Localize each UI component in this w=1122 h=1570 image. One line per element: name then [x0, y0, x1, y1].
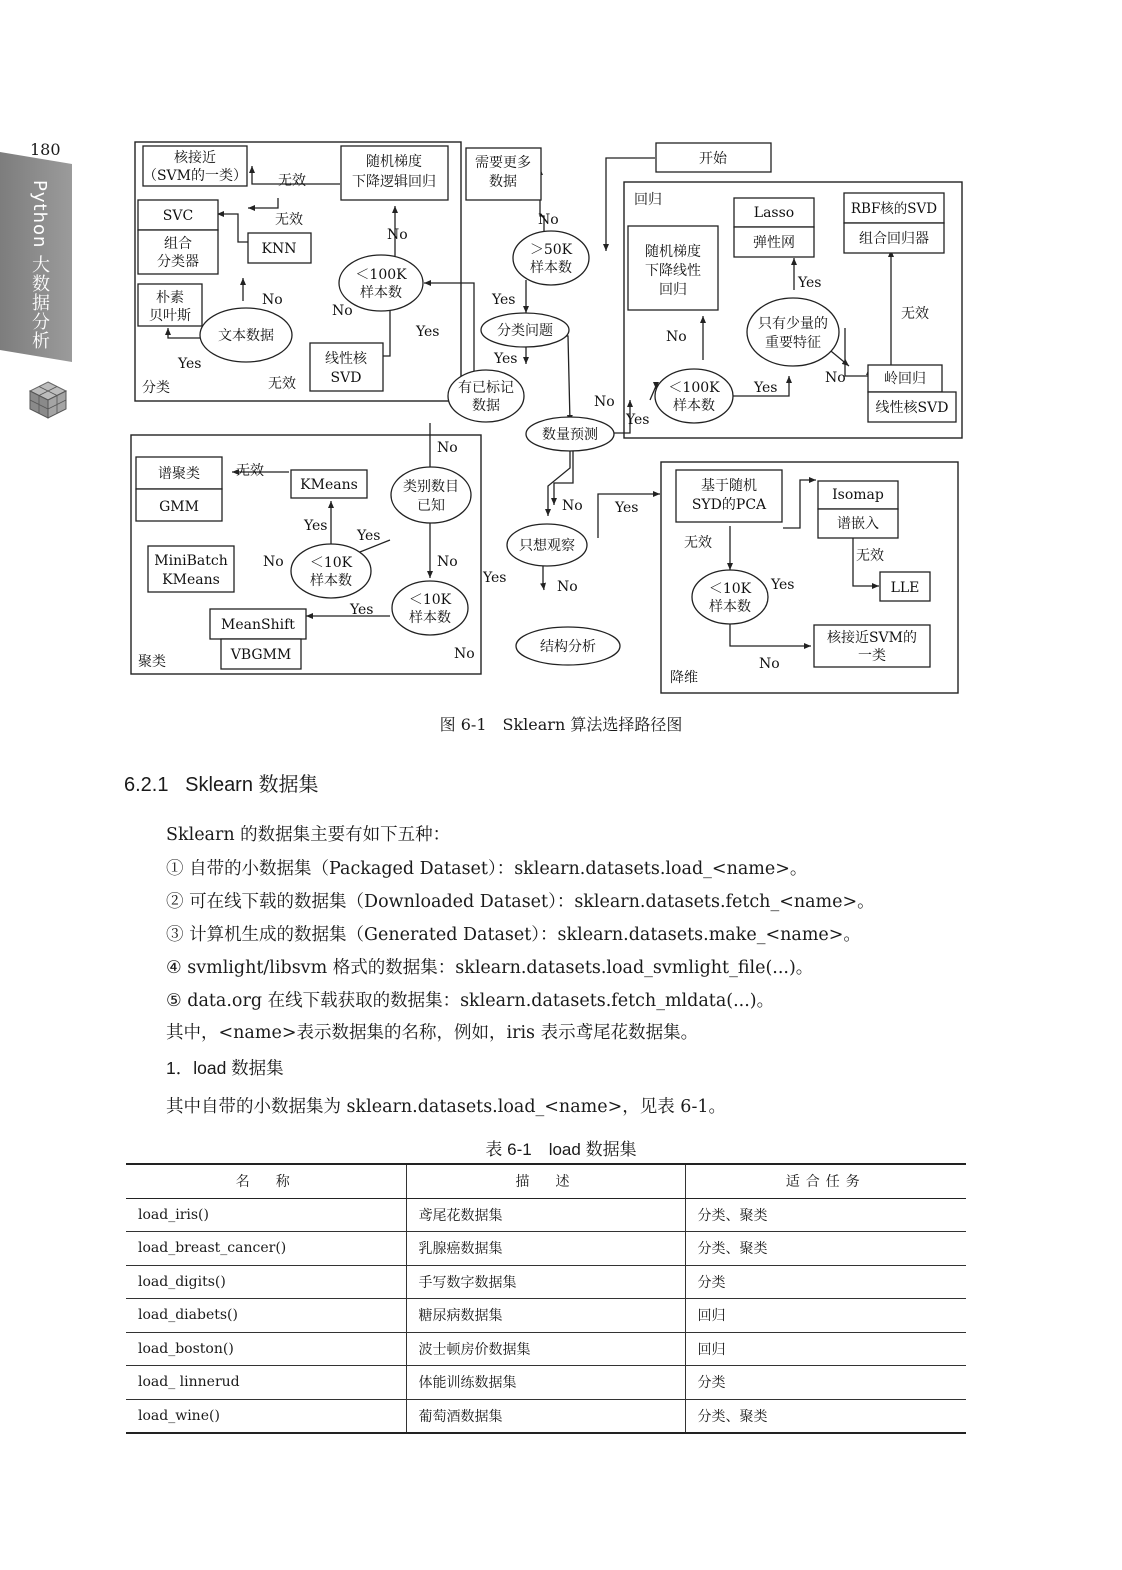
- gt50k-label: ＞50K: [529, 242, 573, 258]
- dataset-table: [126, 1163, 966, 1434]
- kernel-svm-label: 核接近SVM的: [826, 630, 918, 646]
- edge-label-invalid: 无效: [901, 306, 929, 322]
- cell-description: 手写数字数据集: [406, 1265, 685, 1299]
- edge-label-no: No: [437, 554, 458, 570]
- table-header-row: [126, 1164, 966, 1198]
- edge-label-invalid: 无效: [278, 173, 306, 189]
- column-header-description: 描 述: [406, 1164, 685, 1198]
- edge-label-invalid: 无效: [856, 548, 884, 564]
- sgd-regressor-label-2: 下降线性: [645, 263, 701, 279]
- edge-label-yes: Yes: [483, 570, 507, 586]
- few-features-label: 只有少量的: [758, 316, 828, 332]
- column-header-name: 名 称: [126, 1164, 406, 1198]
- edge-label-yes: Yes: [771, 577, 795, 593]
- rbf-svd-label: RBF核的SVD: [850, 201, 938, 217]
- cluster-lt10k-label-2: 样本数: [310, 573, 352, 589]
- cell-description: 体能训练数据集: [406, 1366, 685, 1400]
- ensemble-classifier-label-2: 分类器: [157, 254, 199, 270]
- labeled-data-node: [448, 370, 524, 422]
- table-row: [126, 1265, 966, 1299]
- region-label-regress: 回归: [634, 192, 662, 208]
- minibatch-kmeans-label: MiniBatch: [154, 553, 228, 569]
- linear-svd-label-2: SVD: [330, 370, 362, 386]
- region-label-classify: 分类: [142, 380, 170, 396]
- cell-task: 分类、聚类: [685, 1198, 966, 1232]
- lle-label: LLE: [890, 580, 920, 596]
- paragraph: 其中自带的小数据集为 sklearn.datasets.load_<name>，见表 6-1。: [166, 1097, 726, 1117]
- sgd-regressor-label: 随机梯度: [645, 244, 701, 260]
- kmeans-label: KMeans: [300, 477, 358, 493]
- table-row: [126, 1332, 966, 1366]
- table-row: [126, 1399, 966, 1433]
- edge-label-yes: Yes: [494, 351, 518, 367]
- cell-task: 分类: [685, 1265, 966, 1299]
- edge-label-yes: Yes: [626, 412, 650, 428]
- cube-logo-icon: [26, 378, 70, 422]
- cell-task: 回归: [685, 1299, 966, 1333]
- cell-description: 葡萄酒数据集: [406, 1399, 685, 1433]
- section-number: 6.2.1: [124, 774, 169, 796]
- minibatch-kmeans-label-2: KMeans: [162, 572, 220, 588]
- sgd-classifier-label: 随机梯度: [366, 154, 422, 170]
- edge-label-no: No: [454, 646, 475, 662]
- edge-label-no: No: [437, 440, 458, 456]
- list-item: ② 可在线下载的数据集（Downloaded Dataset）：sklearn.datasets.fetch_<name>。: [166, 892, 875, 912]
- classify-lt100k-label-2: 样本数: [360, 285, 402, 301]
- labeled-data-label-2: 数据: [472, 398, 500, 414]
- more-data-label: 需要更多: [475, 155, 531, 171]
- cell-name: load_ linnerud: [126, 1366, 406, 1400]
- paragraph: Sklearn 的数据集主要有如下五种：: [166, 825, 451, 845]
- edge-label-no: No: [557, 579, 578, 595]
- edge-label-no: No: [332, 303, 353, 319]
- edge-label-invalid: 无效: [236, 463, 264, 479]
- cell-name: load_digits(): [126, 1265, 406, 1299]
- edge-label-no: No: [594, 394, 615, 410]
- ridge-label: 岭回归: [884, 371, 926, 387]
- regress-lt100k-node: [655, 369, 733, 423]
- spectral-cluster-label: 谱聚类: [158, 466, 200, 482]
- edge-label-no: No: [538, 212, 559, 228]
- list-item: ③ 计算机生成的数据集（Generated Dataset）：sklearn.datasets.make_<name>。: [166, 925, 861, 945]
- subsection-heading: 1．load 数据集: [166, 1058, 284, 1078]
- paragraph: 其中，<name>表示数据集的名称，例如，iris 表示鸢尾花数据集。: [166, 1023, 699, 1043]
- cell-description: 波士顿房价数据集: [406, 1332, 685, 1366]
- table-row: [126, 1198, 966, 1232]
- knn-label: KNN: [261, 241, 297, 257]
- classification-label: 分类问题: [497, 323, 553, 339]
- list-item: ⑤ data.org 在线下载获取的数据集：sklearn.datasets.fetch_mldata(...)。: [166, 991, 775, 1011]
- edge-label-no: No: [262, 292, 283, 308]
- edge-label-no: No: [387, 227, 408, 243]
- table-row: [126, 1366, 966, 1400]
- spectral-embed-label: 谱嵌入: [837, 516, 879, 532]
- kernel-svm-label-2: 一类: [858, 648, 886, 664]
- known-categories-label: 类别数目: [403, 479, 459, 495]
- table-row: [126, 1299, 966, 1333]
- pca-label: 基于随机: [701, 478, 757, 494]
- cell-name: load_wine(): [126, 1399, 406, 1433]
- edge-label-yes: Yes: [798, 275, 822, 291]
- regress-lt100k-label-2: 样本数: [673, 398, 715, 414]
- list-item: ① 自带的小数据集（Packaged Dataset）：sklearn.datasets.load_<name>。: [166, 859, 808, 879]
- cell-task: 分类、聚类: [685, 1232, 966, 1266]
- text-data-label: 文本数据: [218, 328, 274, 344]
- more-data-label-2: 数据: [489, 174, 517, 190]
- observe-label: 只想观察: [519, 538, 575, 554]
- gt50k-label-2: 样本数: [530, 260, 572, 276]
- reduce-lt10k-label-2: 样本数: [709, 599, 751, 615]
- cell-description: 鸢尾花数据集: [406, 1198, 685, 1232]
- linear-svd-label: 线性核: [325, 351, 367, 367]
- cell-description: 乳腺癌数据集: [406, 1232, 685, 1266]
- edge-label-invalid: 无效: [268, 376, 296, 392]
- cluster-lt10k-label: ＜10K: [309, 555, 353, 571]
- few-features-label-2: 重要特征: [765, 335, 821, 351]
- edge-label-yes: Yes: [304, 518, 328, 534]
- cell-name: load_diabets(): [126, 1299, 406, 1333]
- cell-name: load_iris(): [126, 1198, 406, 1232]
- lasso-label: Lasso: [753, 205, 795, 221]
- gt50k-node: [513, 231, 589, 285]
- elastic-net-label: 弹性网: [753, 235, 795, 251]
- column-header-task: 适合任务: [685, 1164, 966, 1198]
- classify-lt100k-label: ＜100K: [355, 267, 407, 283]
- meanshift-label: MeanShift: [221, 617, 295, 633]
- kernel-approx-label-2: （SVM的一类）: [142, 168, 248, 184]
- edge-label-yes: Yes: [416, 324, 440, 340]
- edge-label-no: No: [825, 370, 846, 386]
- few-features-node: [747, 298, 839, 366]
- page-number: 180: [30, 140, 61, 159]
- reduce-lt10k-label: ＜10K: [708, 581, 752, 597]
- ensemble-classifier-label: 组合: [164, 236, 192, 252]
- cluster-lt10k-node: [291, 544, 371, 598]
- cluster-lt10k-b-label-2: 样本数: [409, 610, 451, 626]
- linear-svd-r-label: 线性核SVD: [875, 400, 949, 416]
- region-label-reduce: 降维: [670, 670, 698, 686]
- figure-caption: 图 6-1 Sklearn 算法选择路径图: [439, 715, 683, 734]
- cell-task: 分类、聚类: [685, 1399, 966, 1433]
- algorithm-selection-flowchart: [128, 138, 964, 698]
- side-tab-title: Python 大数据分析: [29, 180, 50, 351]
- cluster-lt10k-b-label: ＜10K: [408, 592, 452, 608]
- list-item: ④ svmlight/libsvm 格式的数据集：sklearn.datasets.load_svmlight_file(...)。: [166, 958, 814, 978]
- known-categories-node: [391, 467, 471, 523]
- table-caption: 表 6-1 load 数据集: [485, 1140, 637, 1159]
- svc-label: SVC: [162, 208, 194, 224]
- edge-label-yes: Yes: [754, 380, 778, 396]
- cell-name: load_boston(): [126, 1332, 406, 1366]
- cluster-lt10k-b-node: [392, 581, 468, 635]
- edge-label-no: No: [759, 656, 780, 672]
- ensemble-regressor-label: 组合回归器: [859, 231, 929, 247]
- cell-description: 糖尿病数据集: [406, 1299, 685, 1333]
- sgd-classifier-label-2: 下降逻辑回归: [352, 174, 436, 190]
- reduce-lt10k-node: [692, 570, 768, 624]
- isomap-label: Isomap: [832, 487, 884, 503]
- section-title: Sklearn 数据集: [185, 774, 319, 796]
- section-heading: [124, 768, 319, 797]
- kernel-approx-label: 核接近: [174, 150, 216, 166]
- table-row: [126, 1232, 966, 1266]
- pca-label-2: SYD的PCA: [691, 497, 767, 513]
- labeled-data-label: 有已标记: [458, 380, 514, 396]
- gmm-label: GMM: [159, 499, 199, 515]
- edge-label-no: No: [263, 554, 284, 570]
- regress-lt100k-label: ＜100K: [668, 380, 720, 396]
- cell-task: 回归: [685, 1332, 966, 1366]
- edge-label-no: No: [666, 329, 687, 345]
- edge-label-yes: Yes: [357, 528, 381, 544]
- edge-label-yes: Yes: [350, 602, 374, 618]
- quantity-label: 数量预测: [542, 427, 598, 443]
- edge-label-invalid: 无效: [275, 212, 303, 228]
- edge-label-yes: Yes: [615, 500, 639, 516]
- naive-bayes-label: 朴素: [156, 290, 184, 306]
- start-label: 开始: [699, 151, 727, 167]
- edge-label-yes: Yes: [492, 292, 516, 308]
- edge-label-invalid: 无效: [684, 535, 712, 551]
- region-label-cluster: 聚类: [138, 654, 166, 670]
- sgd-regressor-label-3: 回归: [659, 282, 687, 298]
- cell-task: 分类: [685, 1366, 966, 1400]
- edge-label-yes: Yes: [178, 356, 202, 372]
- edge-label-no: No: [562, 498, 583, 514]
- known-categories-label-2: 已知: [417, 498, 445, 514]
- naive-bayes-label-2: 贝叶斯: [149, 308, 191, 324]
- vbgmm-label: VBGMM: [230, 647, 292, 663]
- cell-name: load_breast_cancer(): [126, 1232, 406, 1266]
- structure-label: 结构分析: [540, 639, 596, 655]
